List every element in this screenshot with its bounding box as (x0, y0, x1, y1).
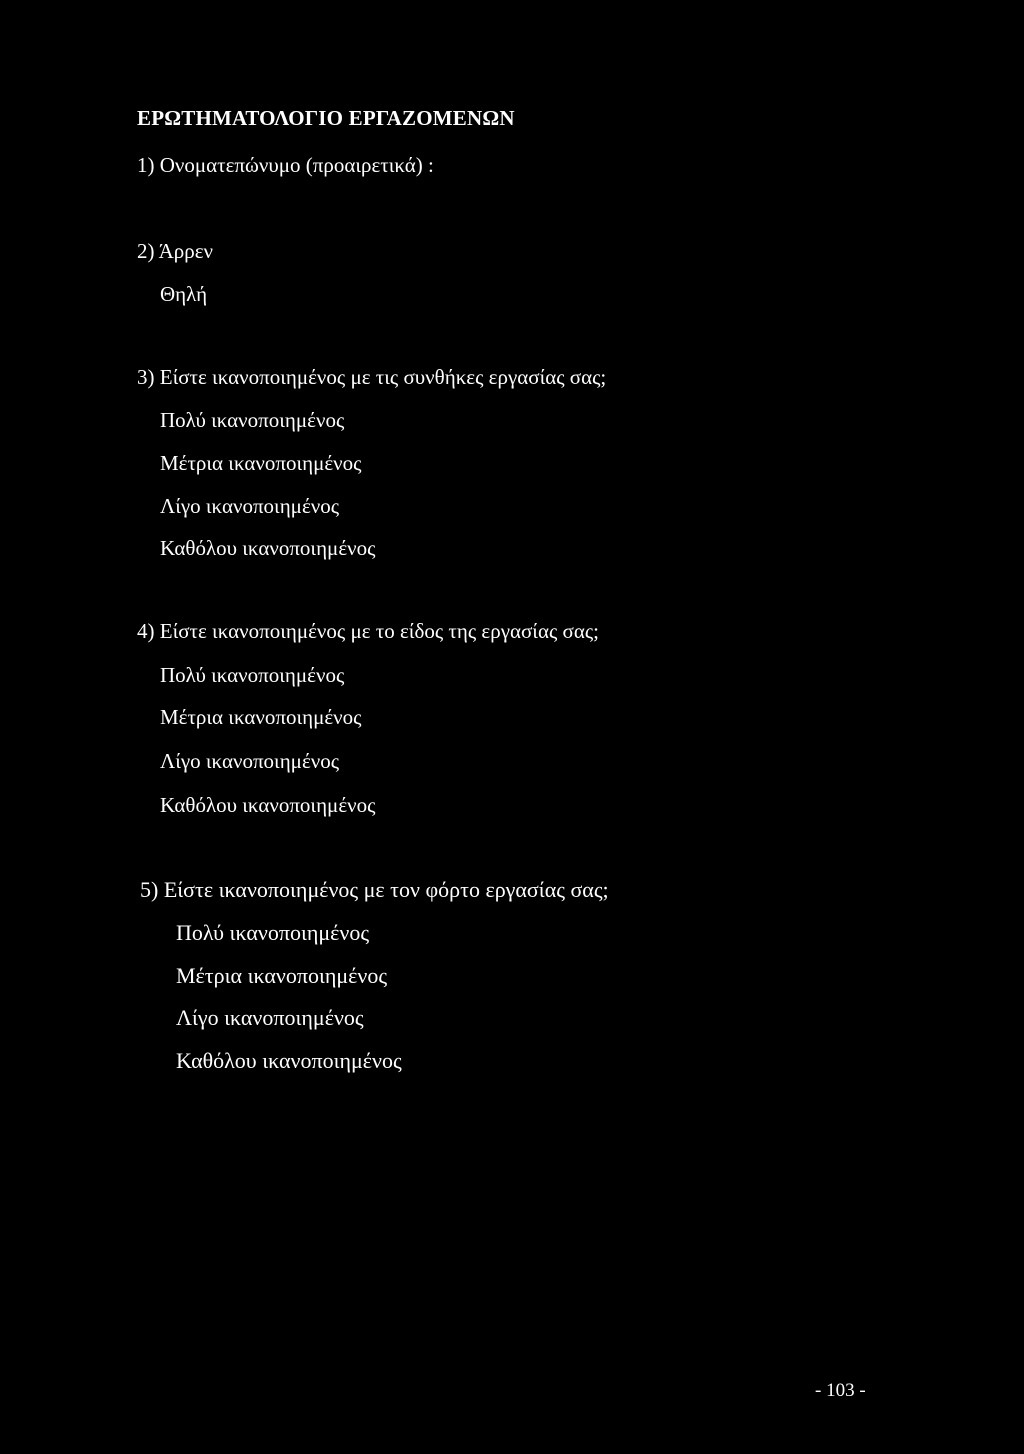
question-3-option-4: Καθόλου ικανοποιημένος (160, 536, 376, 560)
question-1-text: 1) Ονοματεπώνυμο (προαιρετικά) : (137, 153, 434, 177)
question-2-text: 2) Άρρεν (137, 239, 214, 263)
question-5-option-4: Καθόλου ικανοποιημένος (176, 1048, 402, 1073)
question-2-option-female: Θηλή (160, 282, 208, 306)
question-4-option-4: Καθόλου ικανοποιημένος (160, 793, 376, 817)
question-3-option-1: Πολύ ικανοποιημένος (160, 408, 345, 432)
question-5-option-3: Λίγο ικανοποιημένος (176, 1005, 364, 1030)
question-5-option-2: Μέτρια ικανοποιημένος (176, 963, 388, 988)
question-5-text: 5) Είστε ικανοποιημένος με τον φόρτο εργασίας σας; (140, 877, 609, 902)
question-3-text: 3) Είστε ικανοποιημένος με τις συνθήκες εργασίας σας; (137, 365, 607, 389)
page-number: - 103 - (815, 1380, 866, 1401)
question-4-option-3: Λίγο ικανοποιημένος (160, 749, 340, 773)
question-5-option-1: Πολύ ικανοποιημένος (176, 920, 370, 945)
question-4-option-1: Πολύ ικανοποιημένος (160, 663, 345, 687)
question-4-text: 4) Είστε ικανοποιημένος με το είδος της εργασίας σας; (137, 619, 599, 643)
question-3-option-2: Μέτρια ικανοποιημένος (160, 451, 362, 475)
question-4-option-2: Μέτρια ικανοποιημένος (160, 705, 362, 729)
question-3-option-3: Λίγο ικανοποιημένος (160, 494, 340, 518)
document-title: ΕΡΩΤΗΜΑΤΟΛΟΓΙΟ ΕΡΓΑΖΟΜΕΝΩΝ (137, 106, 515, 130)
